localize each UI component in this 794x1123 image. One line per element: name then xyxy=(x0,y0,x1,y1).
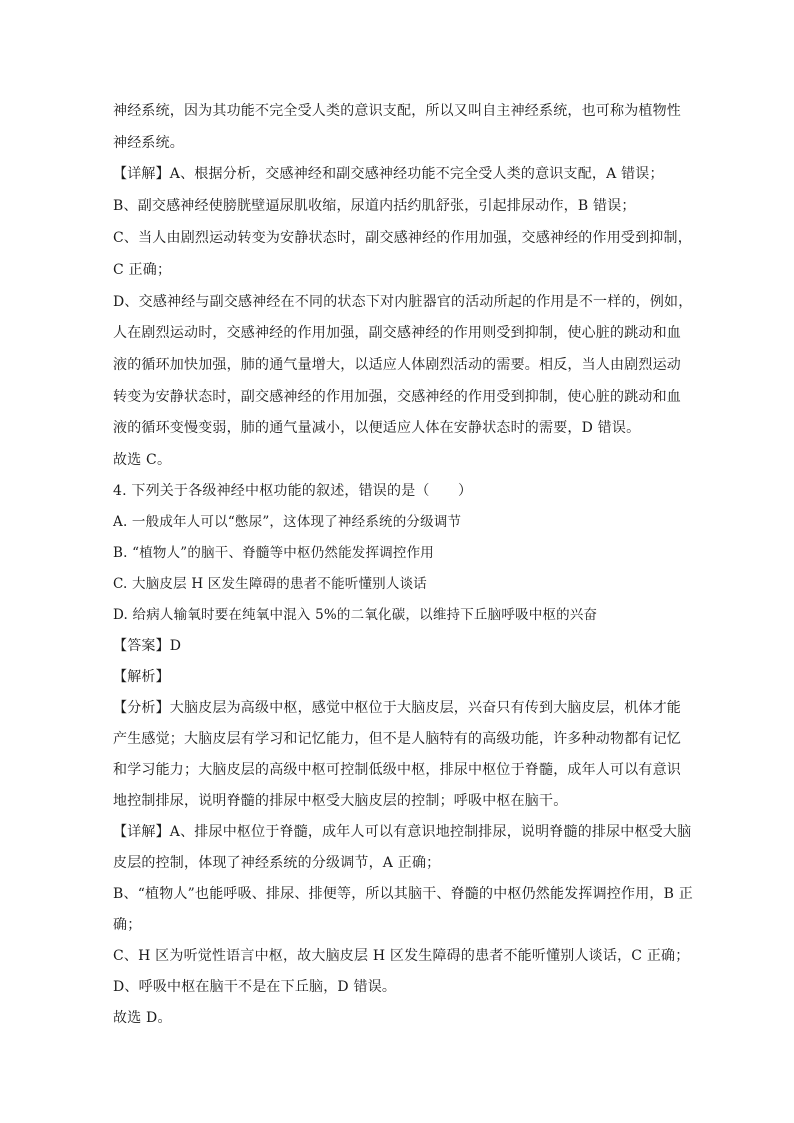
text-line: 【详解】A、排尿中枢位于脊髓，成年人可以有意识地控制排尿，说明脊髓的排尿中枢受大脑 xyxy=(113,824,692,840)
text-line: 故选 C。 xyxy=(113,452,172,468)
text-line: 确； xyxy=(113,917,142,933)
text-line: 神经系统。 xyxy=(113,135,184,151)
text-line: 人在剧烈运动时，交感神经的作用加强，副交感神经的作用则受到抑制，使心脏的跳动和血 xyxy=(113,325,681,341)
text-line: 皮层的控制，体现了神经系统的分级调节，A 正确； xyxy=(113,855,441,871)
option-c: C. 大脑皮层 H 区发生障碍的患者不能听懂别人谈话 xyxy=(113,576,427,592)
text-line: 和学习能力；大脑皮层的高级中枢可控制低级中枢，排尿中枢位于脊髓，成年人可以有意识 xyxy=(113,762,681,778)
text-line: C、H 区为听觉性语言中枢，故大脑皮层 H 区发生障碍的患者不能听懂别人谈话，C 正确； xyxy=(113,948,690,964)
text-line: 故选 D。 xyxy=(113,1010,172,1026)
text-line: 转变为安静状态时，副交感神经的作用加强，交感神经的作用受到抑制，使心脏的跳动和血 xyxy=(113,389,681,405)
text-line: C、当人由剧烈运动转变为安静状态时，副交感神经的作用加强，交感神经的作用受到抑制， xyxy=(113,230,692,246)
text-line: 液的循环加快加强，肺的通气量增大，以适应人体剧烈活动的需要。相反，当人由剧烈运动 xyxy=(113,357,681,373)
text-line: 液的循环变慢变弱，肺的通气量减小，以便适应人体在安静状态时的需要，D 错误。 xyxy=(113,420,641,436)
text-line: C 正确； xyxy=(113,262,172,278)
text-line: 【详解】A、根据分析，交感神经和副交感神经功能不完全受人类的意识支配，A 错误； xyxy=(113,166,664,182)
text-line: 地控制排尿，说明脊髓的排尿中枢受大脑皮层的控制；呼吸中枢在脑干。 xyxy=(113,793,568,809)
text-line: B、“植物人”也能呼吸、排尿、排便等，所以其脑干、脊髓的中枢仍然能发挥调控作用，B 正 xyxy=(113,886,693,902)
question-stem: 4. 下列关于各级神经中枢功能的叙述，错误的是（ ） xyxy=(113,483,473,499)
text-line: D、呼吸中枢在脑干不是在下丘脑，D 错误。 xyxy=(113,979,397,995)
answer-line: 【答案】D xyxy=(113,638,182,654)
option-d: D. 给病人输氧时要在纯氧中混入 5%的二氧化碳，以维持下丘脑呼吸中枢的兴奋 xyxy=(113,607,598,623)
text-line: D、交感神经与副交感神经在不同的状态下对内脏器官的活动所起的作用是不一样的，例如， xyxy=(113,294,693,310)
option-b: B. “植物人”的脑干、脊髓等中枢仍然能发挥调控作用 xyxy=(113,545,435,561)
text-line: 【分析】大脑皮层为高级中枢，感觉中枢位于大脑皮层，兴奋只有传到大脑皮层，机体才能 xyxy=(113,700,681,716)
option-a: A. 一般成年人可以“憋尿”，这体现了神经系统的分级调节 xyxy=(113,514,462,530)
text-line: 神经系统，因为其功能不完全受人类的意识支配，所以又叫自主神经系统，也可称为植物性 xyxy=(113,103,681,119)
text-line: 产生感觉；大脑皮层有学习和记忆能力，但不是人脑特有的高级功能，许多种动物都有记忆 xyxy=(113,731,681,747)
text-line: B、副交感神经使膀胱壁逼尿肌收缩，尿道内括约肌舒张，引起排尿动作，B 错误； xyxy=(113,198,636,214)
analysis-heading: 【解析】 xyxy=(113,669,170,685)
